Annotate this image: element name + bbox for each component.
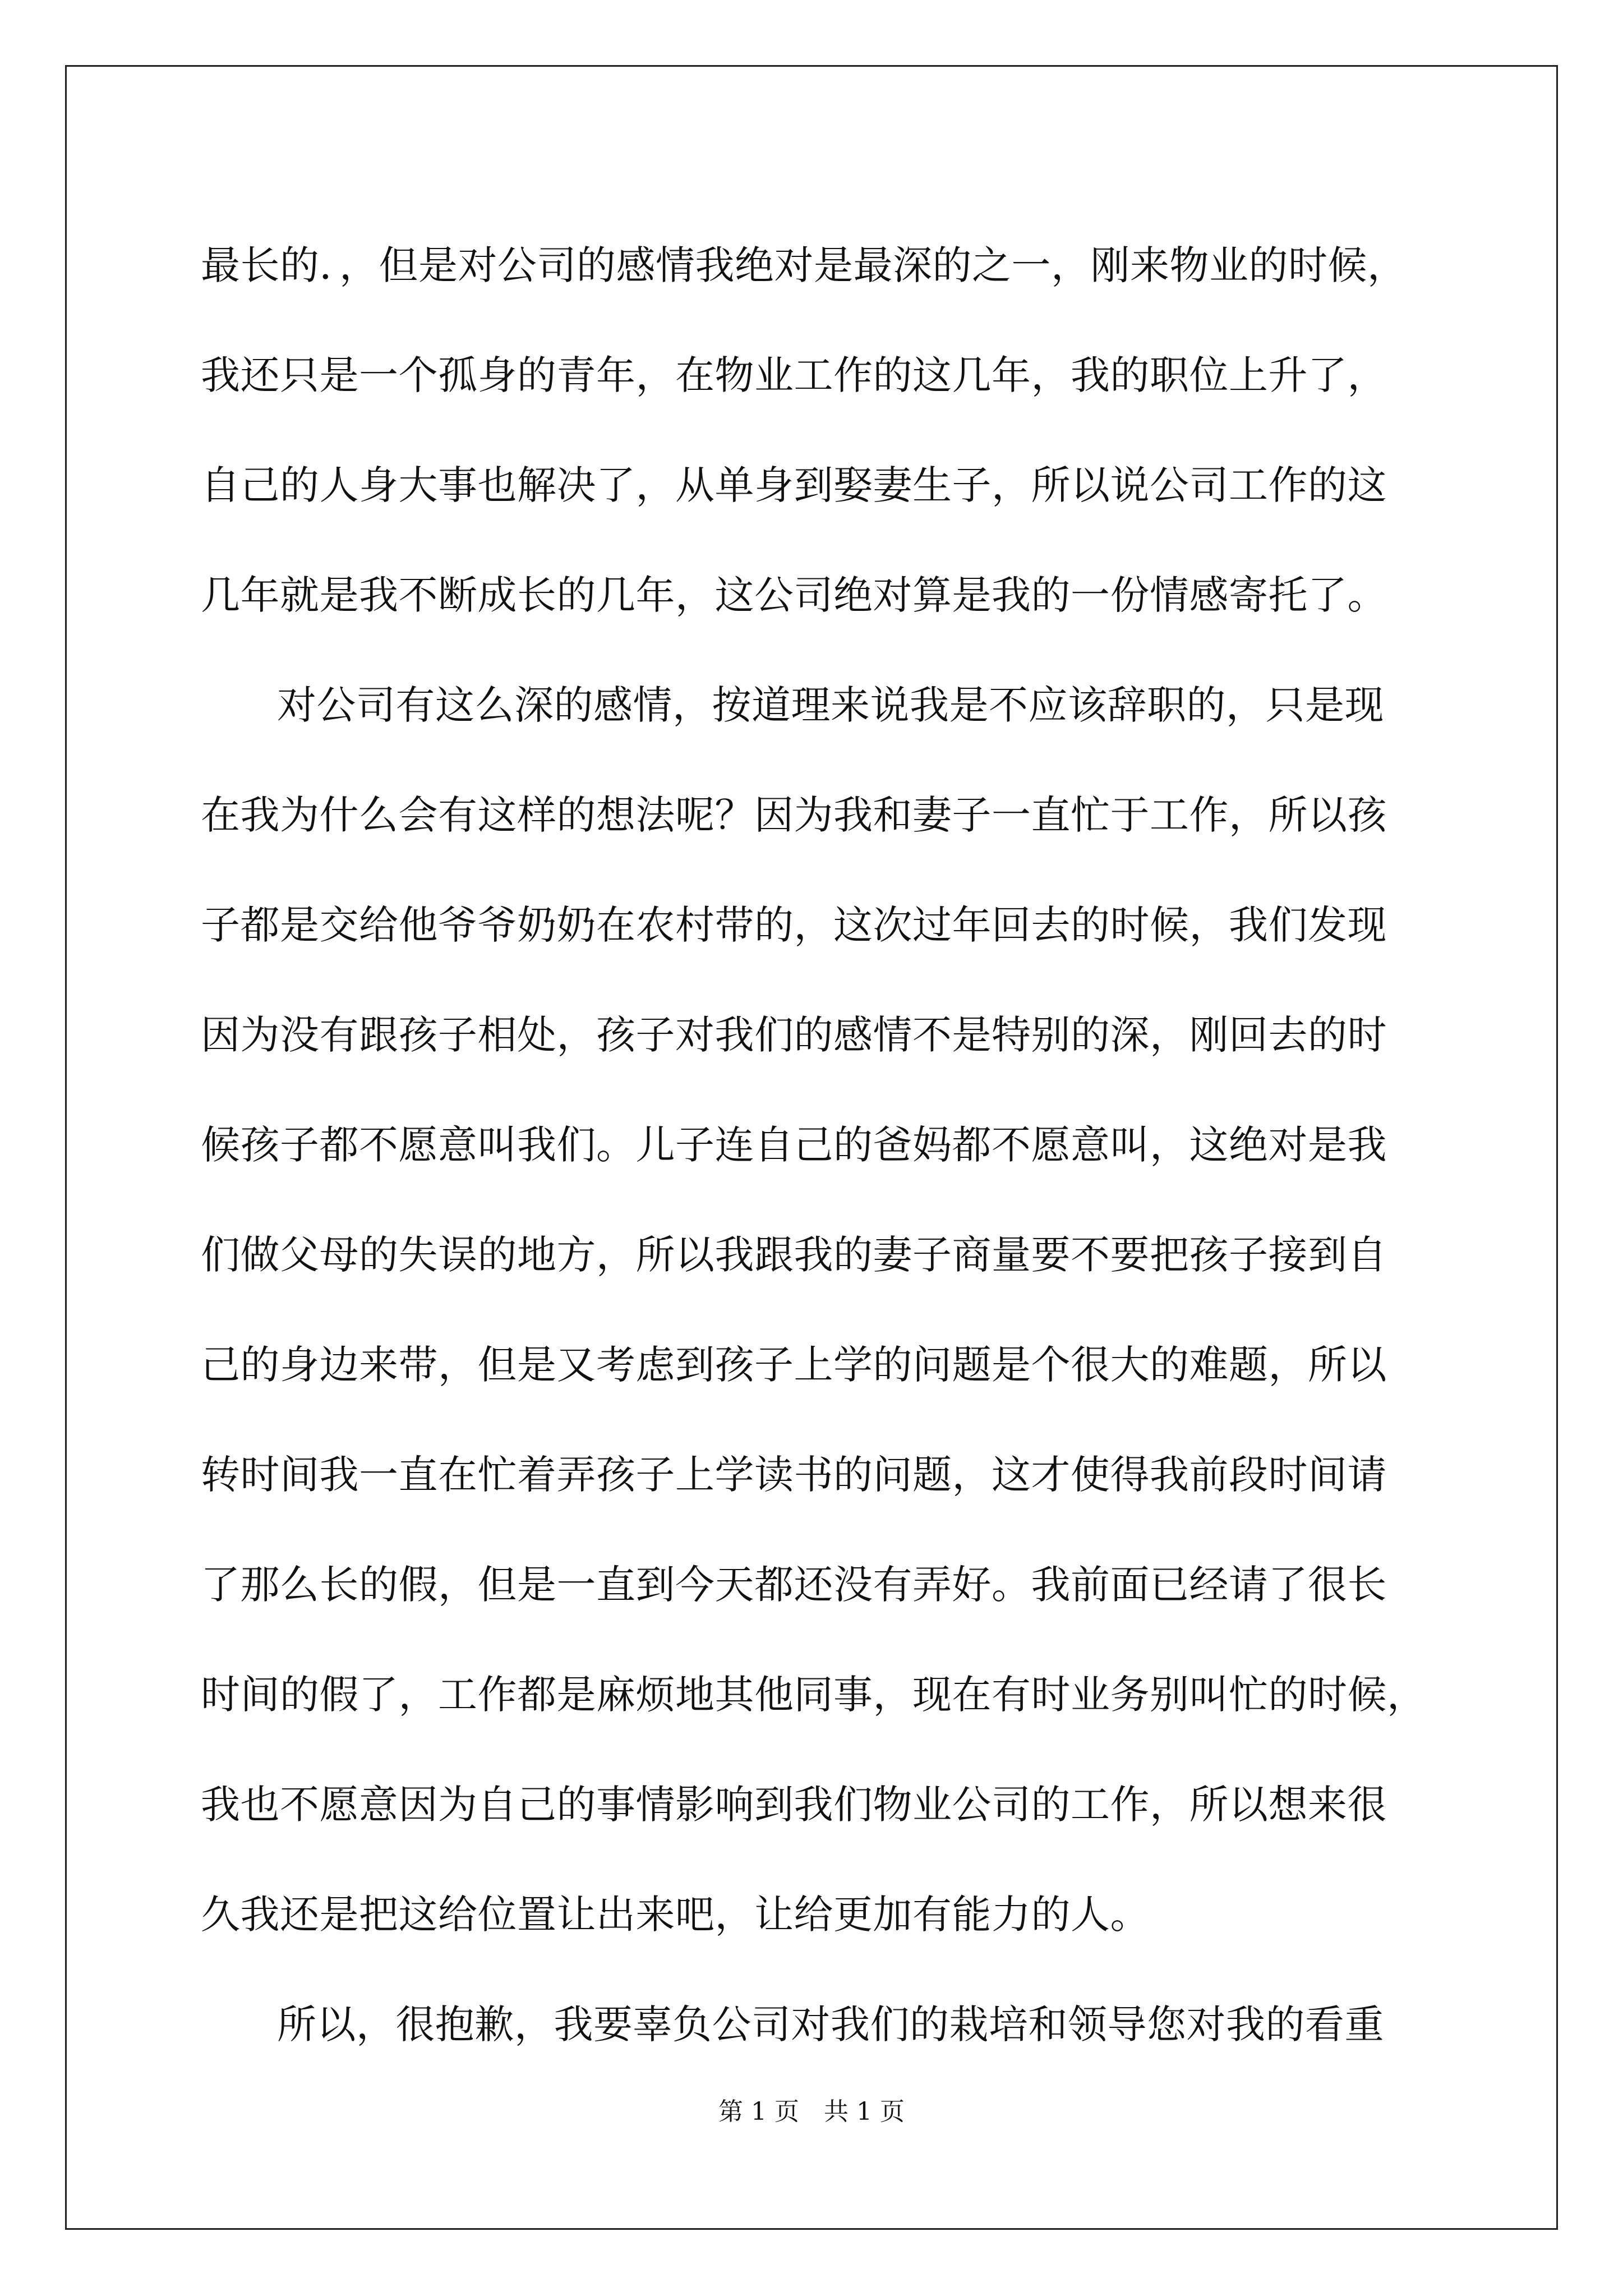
text-line: 们做父母的失误的地方，所以我跟我的妻子商量要不要把孩子接到自 (201, 1232, 1387, 1278)
paragraph-first-line: 所以，很抱歉，我要辜负公司对我们的栽培和领导您对我的看重 (277, 2001, 1384, 2047)
text-line: 自己的人身大事也解决了，从单身到娶妻生子，所以说公司工作的这 (201, 462, 1387, 508)
text-line: 转时间我一直在忙着弄孩子上学读书的问题，这才使得我前段时间请 (201, 1452, 1387, 1498)
paragraph-first-line: 对公司有这么深的感情，按道理来说我是不应该辞职的，只是现 (277, 682, 1384, 728)
text-line: 时间的假了，工作都是麻烦地其他同事，现在有时业务别叫忙的时候， (201, 1672, 1427, 1718)
text-line: 候孩子都不愿意叫我们。儿子连自己的爸妈都不愿意叫，这绝对是我 (201, 1122, 1387, 1168)
text-line: 了那么长的假，但是一直到今天都还没有弄好。我前面已经请了很长 (201, 1562, 1387, 1608)
text-line: 在我为什么会有这样的想法呢？因为我和妻子一直忙于工作，所以孩 (201, 792, 1387, 838)
text-line: 我还只是一个孤身的青年，在物业工作的这几年，我的职位上升了， (201, 352, 1387, 398)
text-line: 我也不愿意因为自己的事情影响到我们物业公司的工作，所以想来很 (201, 1782, 1387, 1828)
text-line: 子都是交给他爷爷奶奶在农村带的，这次过年回去的时候，我们发现 (201, 902, 1387, 948)
text-line: 己的身边来带，但是又考虑到孩子上学的问题是个很大的难题，所以 (201, 1342, 1387, 1388)
document-body (201, 210, 1463, 2079)
text-line: 几年就是我不断成长的几年，这公司绝对算是我的一份情感寄托了。 (201, 572, 1387, 618)
text-line: 久我还是把这给位置让出来吧，让给更加有能力的人。 (201, 1892, 1150, 1938)
text-line: 最长的．，但是对公司的感情我绝对是最深的之一，刚来物业的时候， (201, 242, 1407, 288)
page-footer: 第 1 页 共 1 页 (718, 2097, 905, 2126)
text-line: 因为没有跟孩子相处，孩子对我们的感情不是特别的深，刚回去的时 (201, 1012, 1387, 1058)
